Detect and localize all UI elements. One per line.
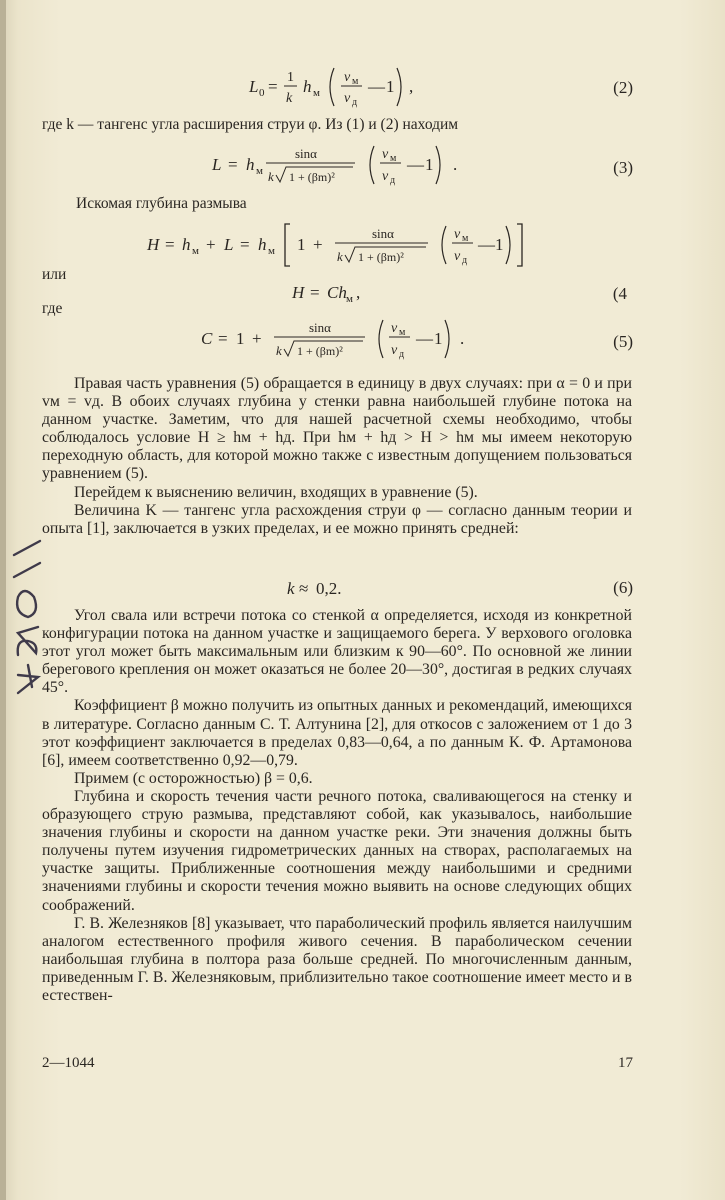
svg-text:≈: ≈: [299, 579, 309, 598]
equation-2-number: (2): [613, 78, 633, 97]
svg-text:v: v: [454, 249, 461, 264]
svg-text:=: =: [310, 283, 320, 302]
svg-text:H: H: [147, 235, 160, 254]
svg-text:Ch: Ch: [327, 283, 347, 302]
svg-text:—: —: [407, 155, 424, 174]
svg-text:1: 1: [287, 70, 294, 85]
svg-text:,: ,: [356, 283, 361, 302]
svg-text:0,2.: 0,2.: [316, 579, 342, 598]
svg-text:v: v: [382, 169, 389, 184]
svg-text:м: м: [462, 233, 469, 244]
svg-text:м: м: [192, 245, 199, 257]
equation-H-full: [0, 220, 725, 270]
svg-text:.: .: [460, 329, 465, 348]
equation-4-number: (4: [612, 284, 627, 303]
svg-text:1: 1: [386, 77, 395, 96]
equation-6-number: (6): [613, 578, 633, 597]
svg-text:=: =: [240, 235, 250, 254]
svg-text:+: +: [252, 329, 262, 348]
svg-text:sinα: sinα: [295, 146, 317, 161]
svg-text:1: 1: [495, 235, 504, 254]
svg-text:v: v: [391, 321, 398, 336]
text-sought-depth: Искомая глубина размыва: [76, 195, 247, 212]
page-number: 17: [618, 1055, 633, 1071]
svg-text:д: д: [399, 349, 405, 360]
svg-text:L: L: [224, 235, 234, 254]
svg-text:h: h: [246, 155, 255, 174]
body-text-block-1: [42, 375, 632, 538]
equation-4: [0, 278, 725, 308]
svg-text:—: —: [478, 235, 495, 254]
svg-text:=: =: [218, 329, 228, 348]
equation-3-number: (3): [613, 158, 633, 177]
svg-text:h: h: [303, 77, 312, 96]
svg-text:д: д: [352, 97, 358, 108]
svg-text:+: +: [206, 235, 216, 254]
svg-text:м: м: [256, 165, 263, 177]
svg-text:sinα: sinα: [372, 226, 394, 241]
equation-H-graphic: [0, 220, 725, 272]
svg-text:=: =: [268, 77, 278, 96]
svg-text:L: L: [249, 77, 259, 96]
text-where: где: [42, 300, 63, 317]
svg-text:м: м: [352, 76, 359, 87]
svg-text:v: v: [391, 343, 398, 358]
paragraph-7: Глубина и скорость течения части речного потока, сваливающегося на стенку и образующего струю размыва, представляют собой, как указывалось, наибольшие значения глубины и скорости на данном участке реки. Эти значения должны быть получены путем изучения гидрометрических данных на створах, располагаемых на участке защиты. Приближенные соотношения между наибольшими и средними значениями глубины и скорости течения можно выявить на основе следующих общих соображений.: [42, 787, 632, 914]
svg-text:k: k: [287, 579, 295, 598]
svg-text:v: v: [382, 147, 389, 162]
svg-text:—: —: [416, 329, 433, 348]
svg-text:,: ,: [409, 77, 414, 96]
svg-text:1 + (βm)²: 1 + (βm)²: [289, 170, 335, 184]
paragraph-3: Величина K — тангенс угла расхождения струи φ — согласно данным теории и опыта [1], заключается в узких пределах, и ее можно принять средней:: [42, 501, 632, 537]
paragraph-8: Г. В. Железняков [8] указывает, что параболический профиль является наилучшим аналогом естественного профиля живого сечения. В параболическом сечении наибольшая глубина в полтора раза больше средней. По многочисленным данным, приведенным Г. В. Железняковым, приблизительно такое соотношение имеет место и в естествен-: [42, 914, 632, 1004]
svg-text:L: L: [212, 155, 222, 174]
svg-text:k: k: [268, 169, 274, 184]
handwritten-margin-note: [4, 515, 50, 705]
equation-3: [0, 140, 725, 190]
text-where-k: где k — тангенс угла расширения струи φ. Из (1) и (2) находим: [42, 116, 459, 133]
svg-text:0: 0: [259, 87, 265, 99]
paragraph-4: Угол свала или встречи потока со стенкой α определяется, исходя из конкретной конфигурации потока на данном участке и защищаемого берега. У верхового оголовка этот угол может быть максимальным или близким к 90—60°. По основной же линии берегового крепления он может оказаться не более 20—30°, достигая в редких случаях 45°.: [42, 607, 632, 697]
paragraph-2: Перейдем к выяснению величин, входящих в уравнение (5).: [74, 483, 478, 501]
svg-text:1: 1: [236, 329, 245, 348]
text-or: или: [42, 266, 67, 283]
svg-text:1: 1: [434, 329, 443, 348]
equation-6: [0, 574, 725, 604]
svg-text:м: м: [268, 245, 275, 257]
svg-text:м: м: [390, 153, 397, 164]
svg-text:м: м: [399, 327, 406, 338]
svg-text:=: =: [228, 155, 238, 174]
svg-text:k: k: [286, 91, 293, 106]
svg-text:=: =: [165, 235, 175, 254]
svg-text:.: .: [453, 155, 458, 174]
svg-text:—: —: [368, 77, 385, 96]
equation-2: [0, 62, 725, 112]
svg-text:м: м: [313, 87, 320, 99]
svg-text:C: C: [201, 329, 213, 348]
svg-text:h: h: [182, 235, 191, 254]
svg-text:k: k: [276, 343, 282, 358]
equation-5: [0, 314, 725, 364]
svg-text:1: 1: [425, 155, 434, 174]
svg-text:1 + (βm)²: 1 + (βm)²: [358, 250, 404, 264]
svg-text:д: д: [390, 175, 396, 186]
body-text-block-2: [42, 607, 632, 1005]
svg-text:д: д: [462, 255, 468, 266]
paragraph-5: Коэффициент β можно получить из опытных данных и рекомендаций, имеющихся в литературе. Согласно данным С. Т. Алтунина [2], для откосов с заложением от 1 до 3 этот коэффициент заключается в пределах 0,83—0,64, а по данным К. Ф. Артамонова [6], имеем соответственно 0,92—0,79.: [42, 697, 632, 769]
equation-5-number: (5): [613, 332, 633, 351]
footer-signature-mark: 2—1044: [42, 1055, 95, 1071]
svg-text:м: м: [346, 293, 353, 305]
svg-text:v: v: [454, 227, 461, 242]
paragraph-6: Примем (с осторожностью) β = 0,6.: [74, 769, 313, 787]
svg-text:v: v: [344, 70, 351, 85]
svg-text:h: h: [258, 235, 267, 254]
svg-text:k: k: [337, 249, 343, 264]
svg-text:H: H: [292, 283, 305, 302]
svg-text:1 + (βm)²: 1 + (βm)²: [297, 344, 343, 358]
paragraph-1: Правая часть уравнения (5) обращается в единицу в двух случаях: при α = 0 и при vм = vд. В обоих случаях глубина у стенки равна наибольшей глубине потока на данном участке. Заметим, что для нашей расчетной схемы необходимо, чтобы соблюдалось условие H ≥ hм + hд. При hм + hд > H > hм мы имеем некоторую переходную область, для которой можно также с известным допущением пользоваться уравнением (5).: [42, 375, 632, 483]
svg-text:v: v: [344, 91, 351, 106]
svg-text:sinα: sinα: [309, 320, 331, 335]
svg-text:1: 1: [297, 235, 306, 254]
svg-text:+: +: [313, 235, 323, 254]
